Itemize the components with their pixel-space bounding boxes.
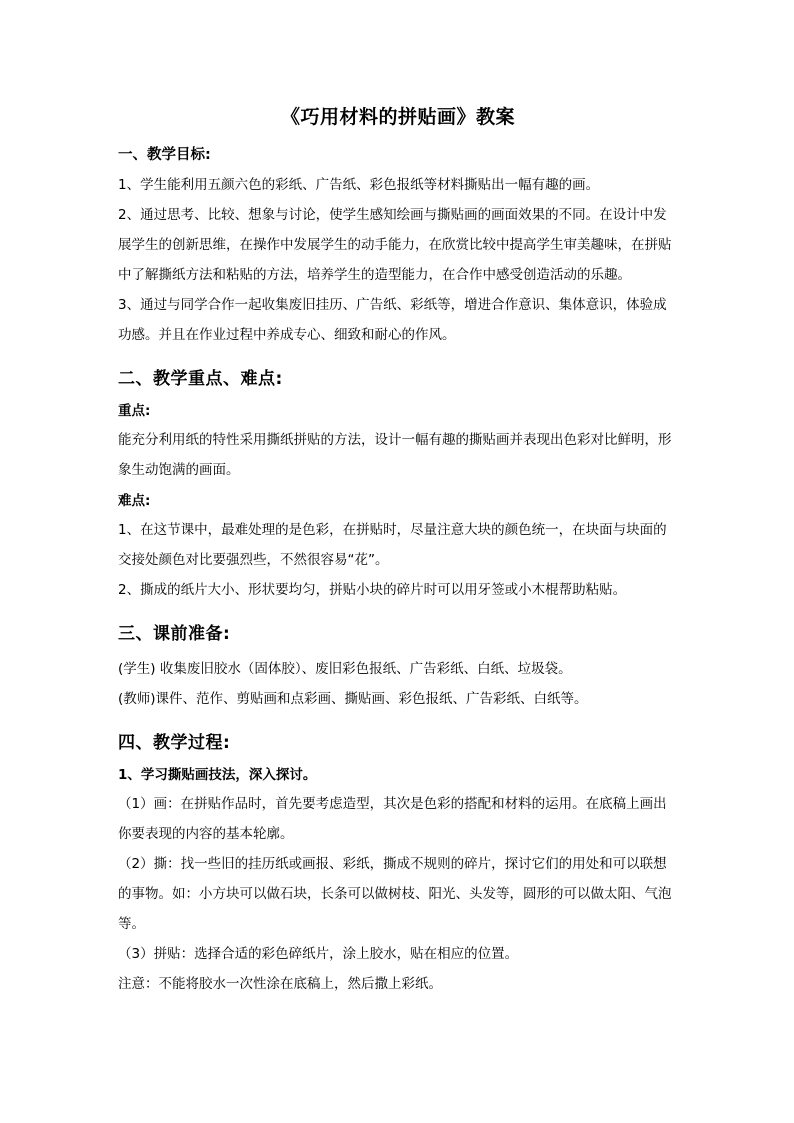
document-page [118, 96, 678, 999]
document-title: 《巧用材料的拼贴画》教案 [280, 106, 515, 128]
process-note: 注意：不能将胶水一次性涂在底稿上，然后撒上彩纸。 [118, 976, 442, 992]
section-heading-process: 四、教学过程: [118, 733, 231, 753]
section-heading-objectives: 一、教学目标: [118, 147, 211, 163]
difficulty-item-2: 2、撕成的纸片大小、形状要均匀，拼贴小块的碎片时可以用牙签或小木棍帮助粘贴。 [118, 582, 627, 598]
preparation-item-students: (学生) 收集废旧胶水（固体胶）、废旧彩色报纸、广告彩纸、白纸、垃圾袋。 [118, 661, 572, 677]
objective-item-3: 3、通过与同学合作一起收集废旧挂历、广告纸、彩纸等，增进合作意识、集体意识，体验成功感。并且在作业过程中养成专心、细致和耐心的作风。 [118, 297, 667, 343]
objective-item-2: 2、通过思考、比较、想象与讨论，使学生感知绘画与撕贴画的画面效果的不同。在设计中发展学生的创新思维，在操作中发展学生的动手能力，在欣赏比较中提高学生审美趣味，在拼贴中了解撕纸方法和粘贴的方法，培养学生的造型能力，在合作中感受创造活动的乐趣。 [118, 207, 672, 283]
difficulty-label: 难点: [118, 493, 151, 509]
process-step-heading: 1、学习撕贴画技法，深入探讨。 [118, 767, 317, 783]
process-item-draw: （1）画：在拼贴作品时，首先要考虑造型，其次是色彩的搭配和材料的运用。在底稿上画出你要表现的内容的基本轮廓。 [118, 796, 667, 842]
preparation-item-teacher: (教师)课件、范作、剪贴画和点彩画、撕贴画、彩色报纸、广告彩纸、白纸等。 [118, 691, 588, 707]
section-heading-key-points: 二、教学重点、难点: [118, 369, 283, 389]
objective-item-1: 1、学生能利用五颜六色的彩纸、广告纸、彩色报纸等材料撕贴出一幅有趣的画。 [118, 177, 600, 193]
difficulty-item-1: 1、在这节课中，最难处理的是色彩，在拼贴时，尽量注意大块的颜色统一，在块面与块面的交接处颜色对比要强烈些，不然很容易“花”。 [118, 522, 667, 568]
objectives-list [118, 170, 678, 350]
section-heading-preparation: 三、课前准备: [118, 624, 231, 644]
key-point-label: 重点: [118, 403, 151, 419]
key-point-text: 能充分利用纸的特性采用撕纸拼贴的方法，设计一幅有趣的撕贴画并表现出色彩对比鲜明，形象生动饱满的画面。 [118, 432, 672, 478]
process-item-paste: （3）拼贴：选择合适的彩色碎纸片，涂上胶水，贴在相应的位置。 [118, 946, 519, 962]
process-item-tear: （2）撕：找一些旧的挂历纸或画报、彩纸，撕成不规则的碎片，探讨它们的用处和可以联想的事物。如：小方块可以做石块，长条可以做树枝、阳光、头发等，圆形的可以做太阳、气泡等。 [118, 856, 672, 932]
